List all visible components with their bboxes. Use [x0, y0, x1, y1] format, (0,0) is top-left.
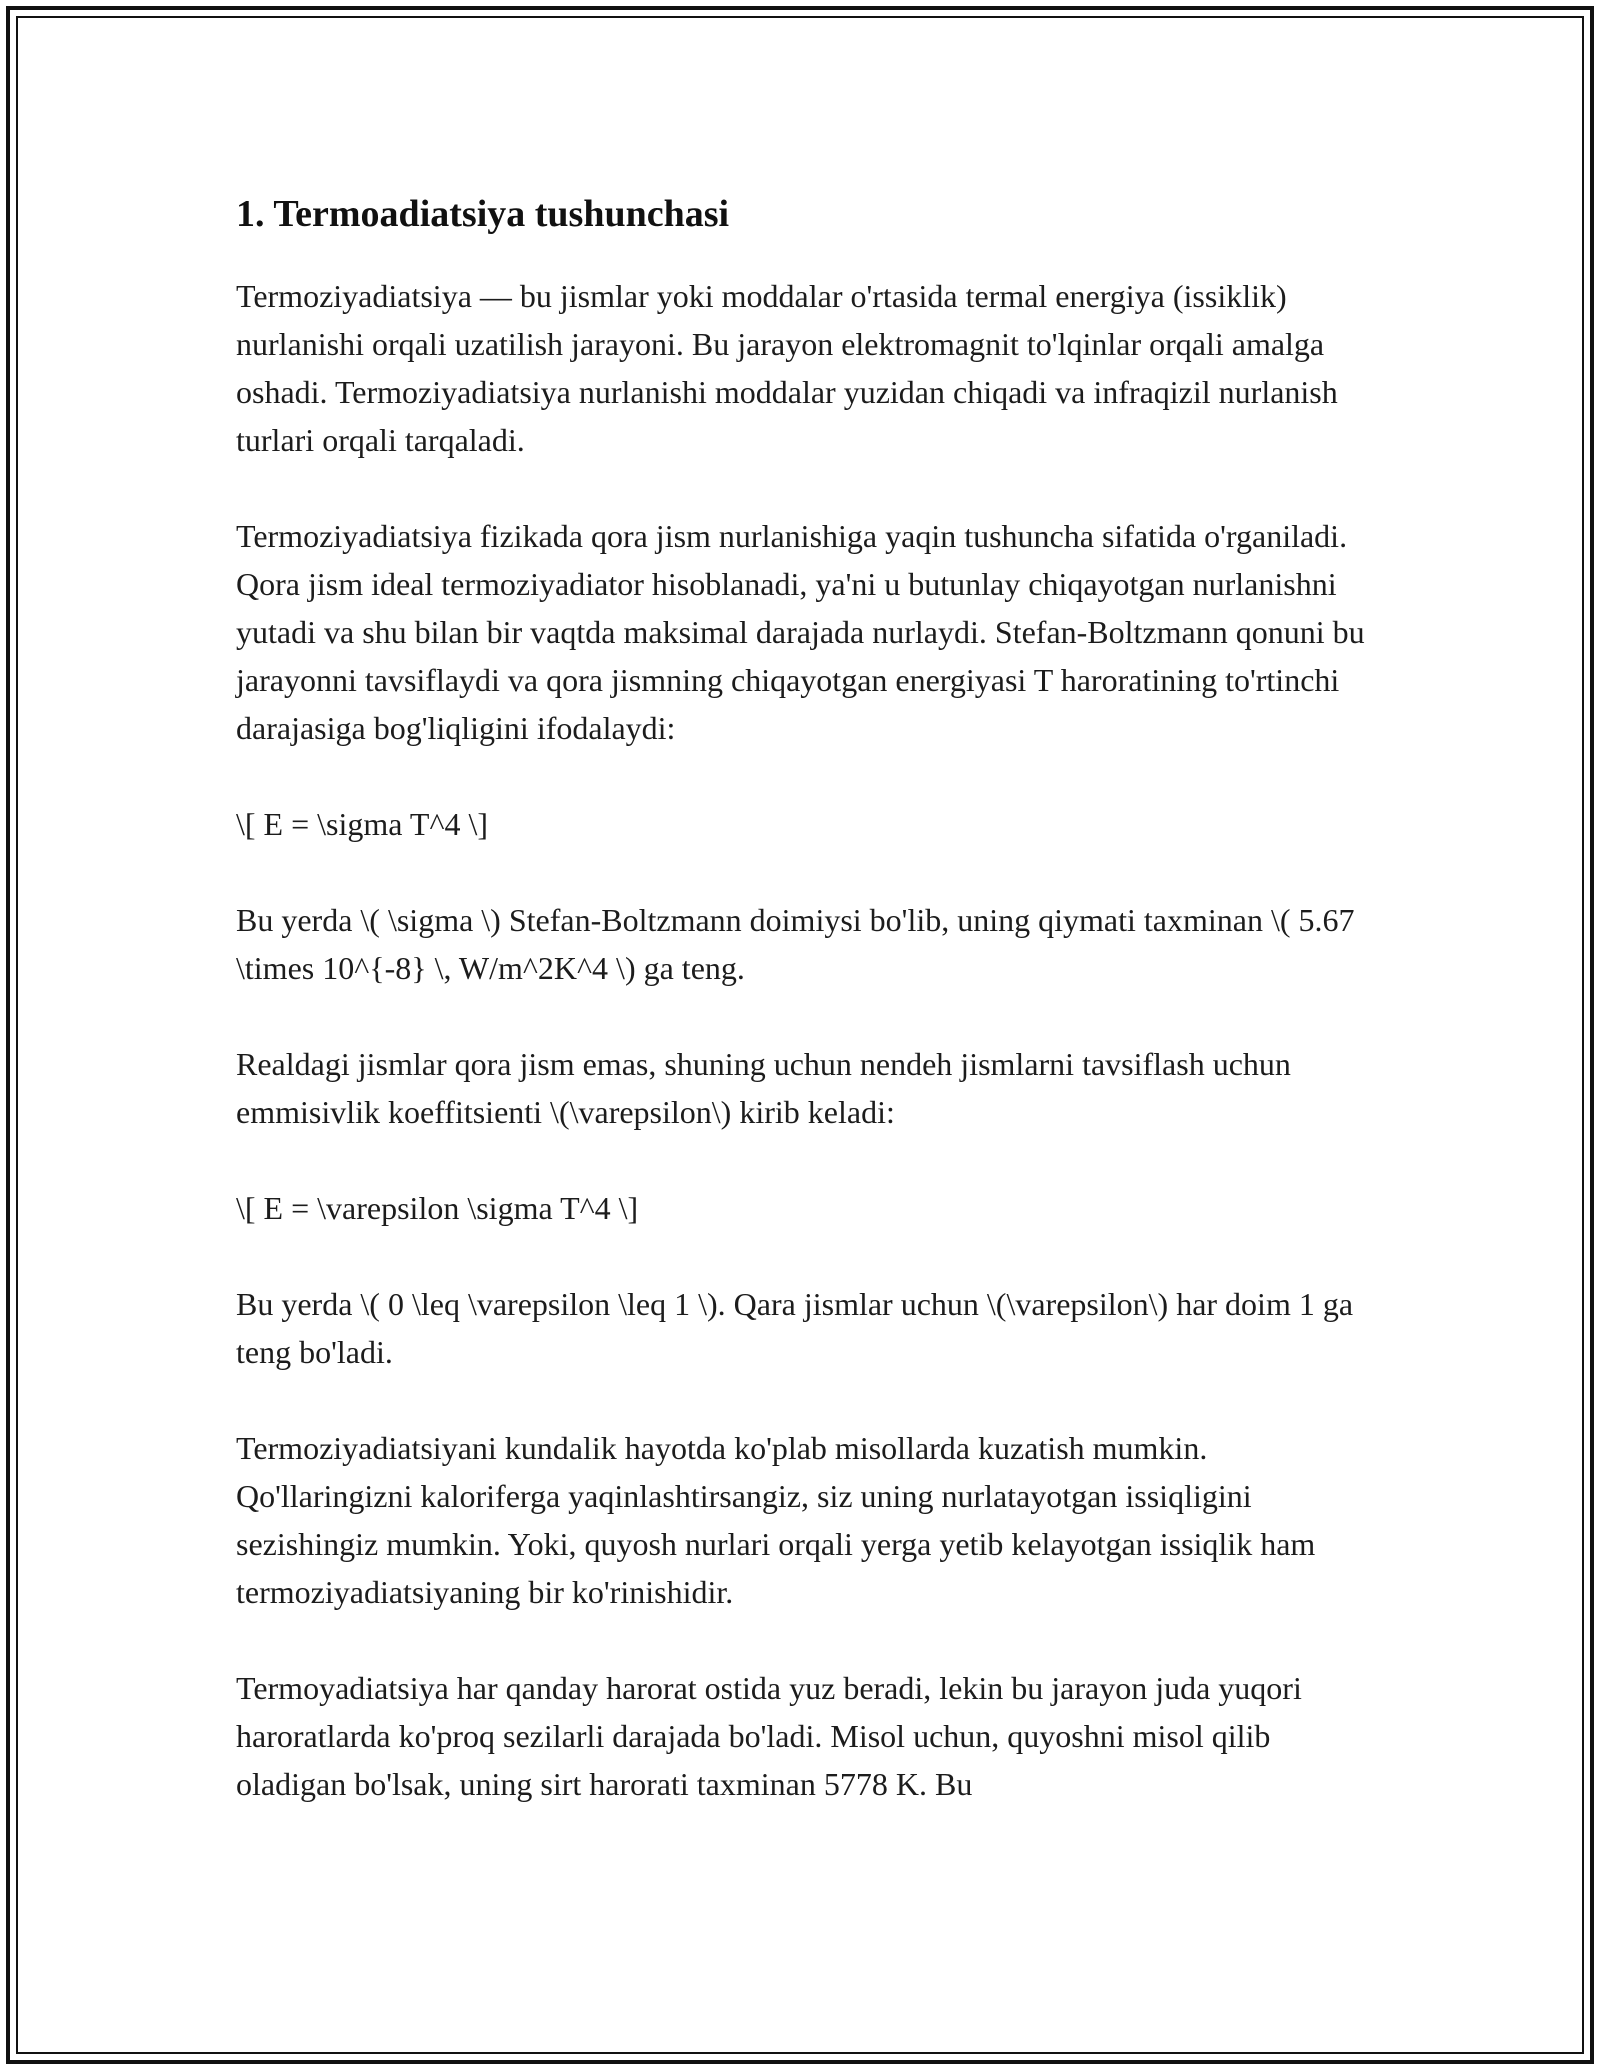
document-body	[236, 184, 1376, 1856]
paragraph-everyday-examples: Termoziyadiatsiyani kundalik hayotda ko'plab misollarda kuzatish mumkin. Qo'llaringizni kaloriferga yaqinlashtirsangiz, siz uning nurlatayotgan issiqligini sezishingiz mumkin. Yoki, quyosh nurlari orqali yerga yetib kelayotgan issiqlik ham termoziyadiatsiyaning bir ko'rinishidir.	[236, 1430, 1316, 1610]
paragraph-temperature: Termoyadiatsiya har qanday harorat ostida yuz beradi, lekin bu jarayon juda yuqori haroratlarda ko'proq sezilarli darajada bo'ladi. Misol uchun, quyoshni misol qilib oladigan bo'lsak, uning sirt harorati taxminan 5778 K. Bu	[236, 1670, 1302, 1802]
paragraph-sigma-constant: Bu yerda \( \sigma \) Stefan-Boltzmann doimiysi bo'lib, uning qiymati taxminan \( 5.67 \times 10^{-8} \, W/m^2K^4 \) ga teng.	[236, 902, 1355, 986]
paragraph-emissivity-range: Bu yerda \( 0 \leq \varepsilon \leq 1 \). Qara jismlar uchun \(\varepsilon\) har doim 1 ga teng bo'ladi.	[236, 1286, 1354, 1370]
paragraph-black-body: Termoziyadiatsiya fizikada qora jism nurlanishiga yaqin tushuncha sifatida o'rganiladi. Qora jism ideal termoziyadiator hisoblanadi, ya'ni u butunlay chiqayotgan nurlanishni yutadi va shu bilan bir vaqtda maksimal darajada nurlaydi. Stefan-Boltzmann qonuni bu jarayonni tavsiflaydi va qora jismning chiqayotgan energiyasi T haroratining to'rtinchi darajasiga bog'liqligini ifodalaydi:	[236, 518, 1365, 746]
paragraph-definition: Termoziyadiatsiya — bu jismlar yoki moddalar o'rtasida termal energiya (issiklik) nurlanishi orqali uzatilish jarayoni. Bu jarayon elektromagnit to'lqinlar orqali amalga oshadi. Termoziyadiatsiya nurlanishi moddalar yuzidan chiqadi va infraqizil nurlanish turlari orqali tarqaladi.	[236, 278, 1338, 458]
formula-emissivity: \[ E = \varepsilon \sigma T^4 \]	[236, 1190, 639, 1226]
section-heading: 1. Termoadiatsiya tushunchasi	[236, 193, 730, 235]
formula-stefan-boltzmann: \[ E = \sigma T^4 \]	[236, 806, 488, 842]
paragraph-emissivity: Realdagi jismlar qora jism emas, shuning uchun nendeh jismlarni tavsiflash uchun emmisivlik koeffitsienti \(\varepsilon\) kirib keladi:	[236, 1046, 1291, 1130]
